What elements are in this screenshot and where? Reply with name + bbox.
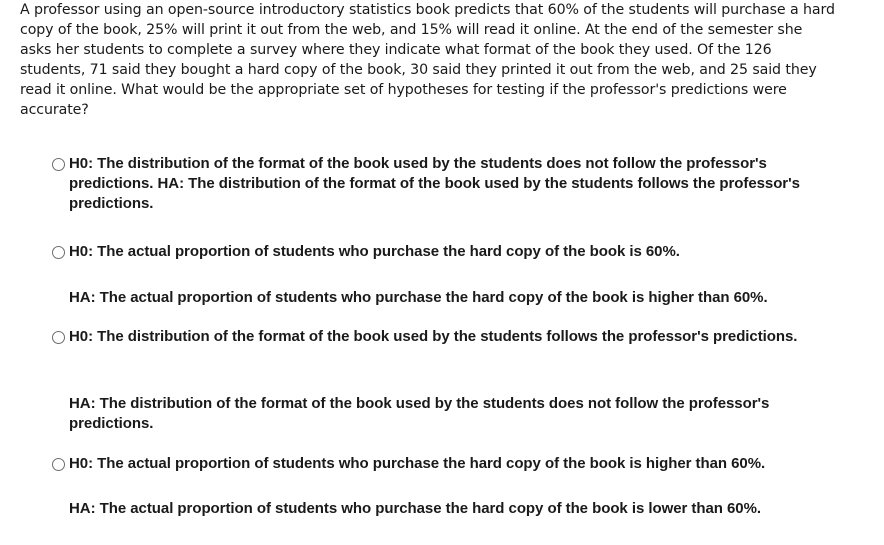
option-2-ha-block — [52, 288, 842, 308]
option-3-h0: H0: The distribution of the format of the book used by the students follows the professor's predictions. — [69, 328, 798, 345]
question-text: A professor using an open-source introductory statistics book predicts that 60% of the students will purchase a hard copy of the book, 25% will print it out from the web, and 15% will read it online. At the end of the semester she asks her students to complete a survey where they indicate what format of the book they used. Of the 126 students, 71 said they bought a hard copy of the book, 30 said they printed it out from the web, and 25 said they read it online. What would be the appropriate set of hypotheses for testing if the professor's predictions were accurate? — [20, 2, 835, 118]
option-4-ha: HA: The actual proportion of students who purchase the hard copy of the book is lower than 60%. — [69, 500, 761, 517]
radio-button-icon[interactable] — [52, 331, 65, 344]
option-3-ha: HA: The distribution of the format of the book used by the students does not follow the professor's predictions. — [69, 395, 770, 432]
radio-button-icon[interactable] — [52, 246, 65, 259]
option-4-ha-block — [52, 499, 842, 519]
option-1[interactable] — [52, 154, 842, 214]
option-2-h0: H0: The actual proportion of students who purchase the hard copy of the book is 60%. — [69, 243, 680, 260]
option-1-text: H0: The distribution of the format of the book used by the students does not follow the professor's predictions. HA: The distribution of the format of the book used by the students follows the professor's predictions. — [69, 155, 800, 212]
option-2-ha: HA: The actual proportion of students who purchase the hard copy of the book is higher than 60%. — [69, 289, 768, 306]
radio-button-icon[interactable] — [52, 158, 65, 171]
option-3-ha-block — [52, 394, 842, 434]
option-4[interactable] — [52, 454, 842, 474]
option-3[interactable] — [52, 327, 842, 347]
option-2[interactable] — [52, 242, 842, 262]
radio-button-icon[interactable] — [52, 458, 65, 471]
option-4-h0: H0: The actual proportion of students who purchase the hard copy of the book is higher than 60%. — [69, 455, 766, 472]
